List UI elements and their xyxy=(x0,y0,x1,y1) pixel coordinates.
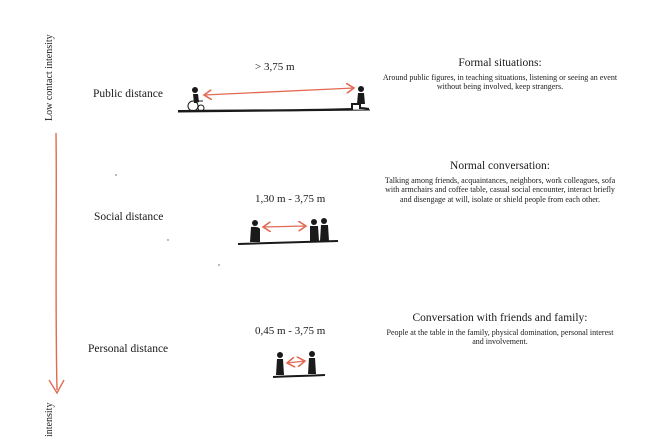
axis-arrow xyxy=(49,133,64,393)
person-right-b-icon xyxy=(320,218,329,241)
person-right-a-icon xyxy=(310,219,319,241)
row-label-personal: Personal distance xyxy=(88,343,169,355)
distance-label-social: 1,30 m - 3,75 m xyxy=(255,193,326,205)
row-label-public: Public distance xyxy=(93,88,163,100)
description-title-personal: Conversation with friends and family: xyxy=(412,312,588,324)
person-left-icon xyxy=(250,220,260,242)
public-distance-scene xyxy=(178,86,370,112)
distance-label-public: > 3,75 m xyxy=(255,61,295,73)
person-personal-right-icon xyxy=(308,351,316,374)
axis-top-label: Low contact intensity xyxy=(44,34,55,121)
description-title-social: Normal conversation: xyxy=(450,160,550,172)
social-distance-scene xyxy=(238,218,338,244)
description-title-public: Formal situations: xyxy=(458,57,542,69)
wheelchair-person-icon xyxy=(188,87,204,111)
row-label-social: Social distance xyxy=(94,211,164,223)
person-personal-left-icon xyxy=(276,352,284,375)
description-body-personal: People at the table in the family, physical domination, personal interest and involvement. xyxy=(386,327,614,347)
standing-person-icon xyxy=(357,86,365,104)
axis-bottom-label: intensity xyxy=(44,402,55,437)
description-body-public: Around public figures, in teaching situations, listening or seeing an event without being involved, keep strangers. xyxy=(382,72,618,92)
description-body-social: Talking among friends, acquaintances, neighbors, work colleagues, sofa with armchairs and coffee table, casual social encounter, interact briefly and disengage at will, isolate or shield people from each other. xyxy=(384,175,616,204)
distance-label-personal: 0,45 m - 3,75 m xyxy=(255,325,326,337)
personal-distance-scene xyxy=(273,351,325,377)
